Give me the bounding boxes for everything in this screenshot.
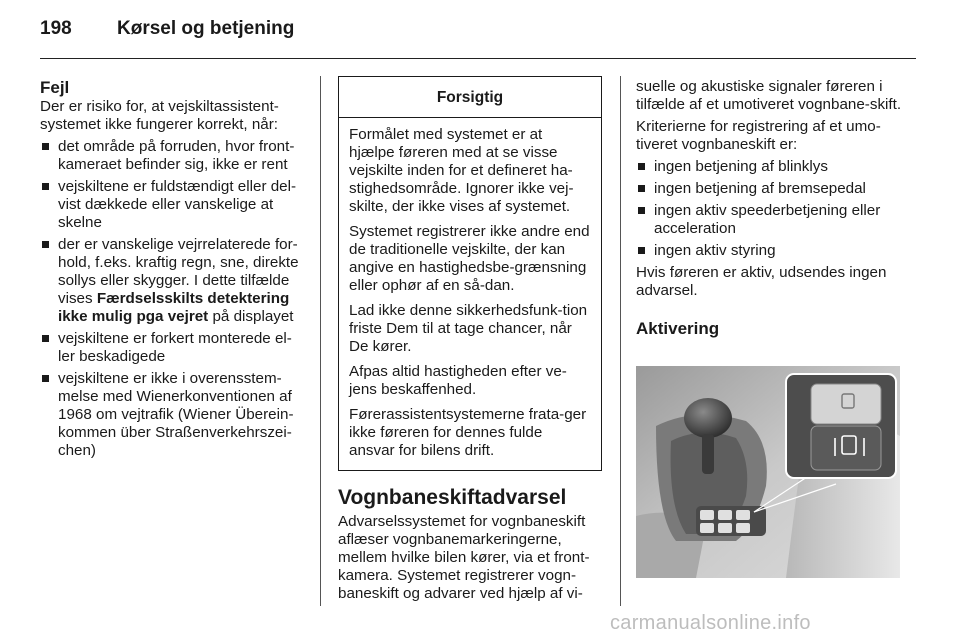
caution-paragraph: Formålet med systemet er at hjælpe føreren med at se visse vejskilte inden for et defineret ha-stighedsområde. Ignorer ikke vej-skilte, der ikke vises af systemet.	[349, 126, 574, 215]
criteria-intro: Kriterierne for registrering af et umo-tiveret vognbaneskift er:	[636, 118, 881, 153]
fejl-intro: Der er risiko for, at vejskiltassistent-systemet ikke fungerer korrekt, når:	[40, 98, 279, 133]
square-bullet-icon	[638, 207, 645, 214]
column-middle	[338, 76, 602, 603]
square-bullet-icon	[42, 335, 49, 342]
column-right	[636, 78, 902, 340]
caution-paragraph: Lad ikke denne sikkerhedsfunk-tion friste Dem til at tage chancer, når De kører.	[349, 302, 588, 355]
caution-paragraph: Førerassistentsystemerne frata-ger ikke føreren for dennes fulde ansvar for bilens drift.	[349, 406, 587, 459]
square-bullet-icon	[42, 143, 49, 150]
square-bullet-icon	[42, 183, 49, 190]
watermark-text: carmanualsonline.info	[610, 612, 811, 634]
vognbaneskift-text: Advarselssystemet for vognbaneskift aflæser vognbanemarkeringerne, mellem hvilke bilen kører, via et front-kamera. Systemet registrerer vogn-baneskift og advarer ved hjælp af vi-	[338, 513, 590, 602]
section-heading-fejl: Fejl	[40, 78, 70, 97]
list-item: det område på forruden, hvor front-kameraet befinder sig, ikke er rent	[40, 138, 302, 174]
continued-text: suelle og akustiske signaler føreren i tilfælde af et umotiveret vognbane-skift.	[636, 78, 902, 113]
fejl-bullet-list	[40, 138, 302, 460]
chapter-title: Kørsel og betjening	[117, 18, 295, 39]
caution-body	[339, 118, 601, 470]
list-item: vejskiltene er fuldstændigt eller del-vist dækkede eller vanskelige at skelne	[40, 178, 302, 232]
list-item: ingen betjening af bremsepedal	[636, 180, 902, 198]
header-rule	[40, 58, 916, 59]
console-switch-photo	[636, 366, 900, 578]
square-bullet-icon	[638, 185, 645, 192]
display-message: Færdselsskilts detektering ikke mulig pga vejret	[58, 290, 290, 325]
square-bullet-icon	[638, 163, 645, 170]
list-item: ingen betjening af blinklys	[636, 158, 902, 176]
list-item: vejskiltene er ikke i overensstem-melse med Wienerkonventionen af 1968 om vejtrafik (Wiener Überein-kommen über Straßenverkehrszei-chen)	[40, 370, 302, 460]
section-heading-vognbaneskift: Vognbaneskiftadvarsel	[338, 486, 567, 509]
list-item: ingen aktiv speederbetjening eller acceleration	[636, 202, 902, 238]
console-illustration	[636, 366, 900, 578]
active-driver-note: Hvis føreren er aktiv, udsendes ingen advarsel.	[636, 264, 887, 299]
caution-box	[338, 76, 602, 471]
caution-paragraph: Afpas altid hastigheden efter ve-jens beskaffenhed.	[349, 363, 567, 398]
criteria-bullet-list	[636, 158, 902, 260]
caution-title: Forsigtig	[339, 77, 601, 118]
list-item: der er vanskelige vejrrelaterede for-hold, f.eks. kraftig regn, sne, direkte sollys eller skygger. I dette tilfælde vises Færdselsskilts detektering ikke mulig pga vejret på displayet	[40, 236, 302, 326]
caution-paragraph: Systemet registrerer ikke andre end de traditionelle vejskilte, der kan angive en hastighedsbe-grænsning eller ophør af en så-dan.	[349, 223, 590, 294]
page-number: 198	[40, 18, 72, 39]
square-bullet-icon	[42, 241, 49, 248]
square-bullet-icon	[42, 375, 49, 382]
section-heading-aktivering: Aktivering	[636, 319, 720, 338]
column-left	[40, 78, 302, 460]
square-bullet-icon	[638, 247, 645, 254]
column-divider-1	[320, 76, 321, 606]
list-item: vejskiltene er forkert monterede el-ler beskadigede	[40, 330, 302, 366]
column-divider-2	[620, 76, 621, 606]
list-item: ingen aktiv styring	[636, 242, 902, 260]
